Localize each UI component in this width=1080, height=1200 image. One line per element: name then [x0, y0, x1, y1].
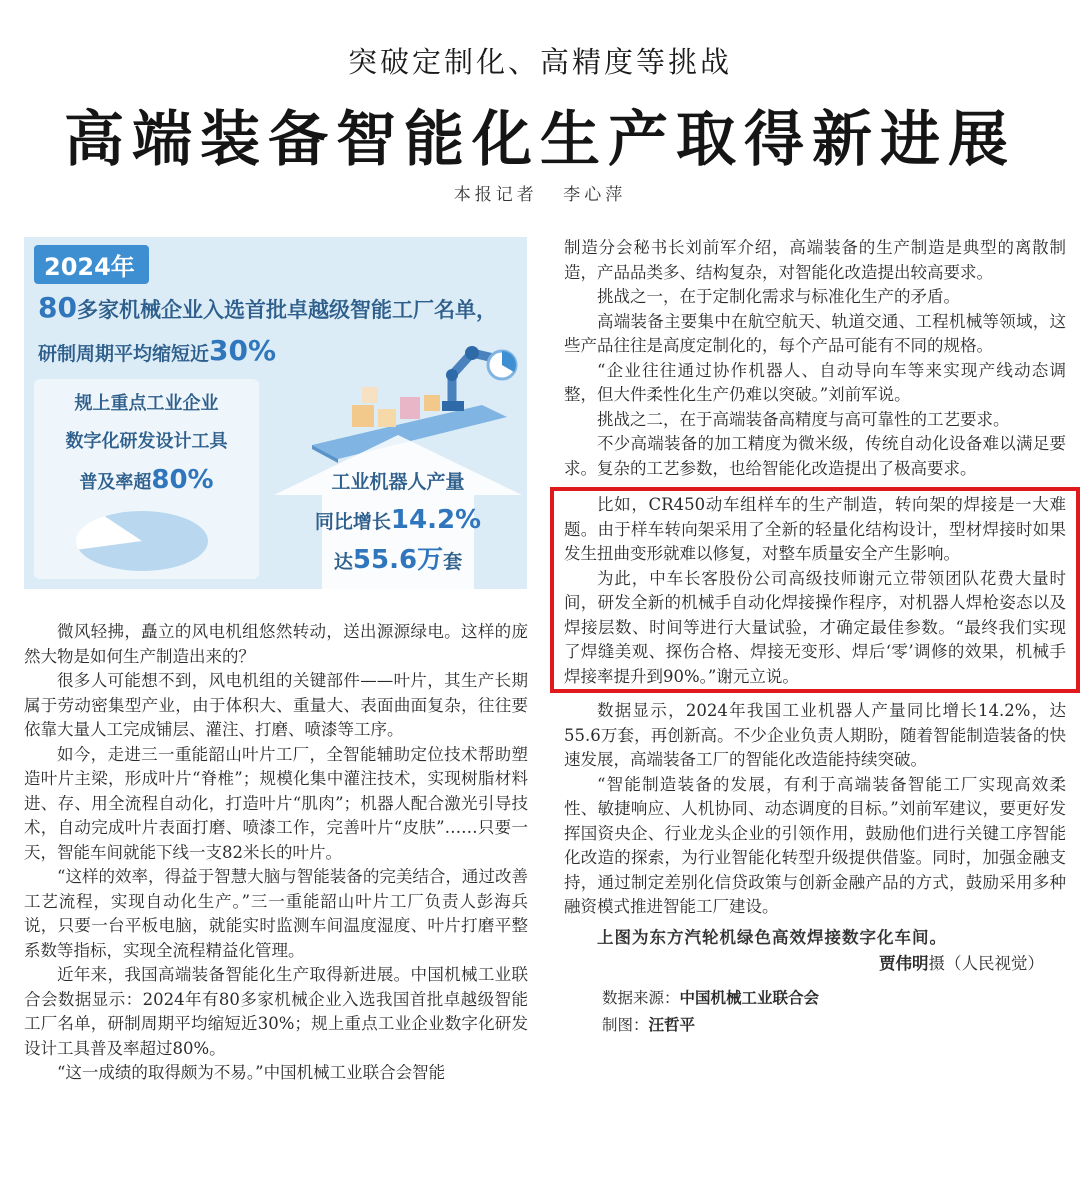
- chart-maker-value: 汪哲平: [648, 1015, 696, 1034]
- data-source-label: 数据来源：: [602, 988, 680, 1007]
- byline-role: 本报记者: [453, 185, 538, 205]
- stat1-line1: 多家机械企业入选首批卓越级智能工厂名单，: [76, 298, 497, 322]
- right-paragraph: 数据显示，2024年我国工业机器人产量同比增长14.2%，达55.6万套，再创新高。不少企业负责人期盼，随着智能制造装备的快速发展，高端装备工厂的智能化改造能持续突破。: [564, 701, 1066, 769]
- info-year-badge: 2024年: [34, 245, 149, 284]
- penetration-pie-chart: [72, 507, 212, 575]
- right-paragraph: 制造分会秘书长刘前军介绍，高端装备的生产制造是典型的离散制造，产品品类多、结构复杂，对智能化改造提出较高要求。: [564, 238, 1066, 282]
- stat1-value: 30%: [209, 334, 277, 367]
- photo-credit-name: 贾伟明: [879, 954, 929, 973]
- byline: [0, 180, 1080, 205]
- kicker: 突破定制化、高精度等挑战: [347, 45, 732, 79]
- article-left-column: [24, 620, 528, 1086]
- stat2-line1: 规上重点工业企业: [74, 393, 219, 414]
- stat3-line1: 工业机器人产量: [331, 471, 465, 493]
- photo-credit: [564, 952, 1066, 977]
- byline-name: 李心萍: [563, 185, 627, 205]
- left-paragraph: 如今，走进三一重能韶山叶片工厂，全智能辅助定位技术帮助塑造叶片主梁，形成叶片“脊椎”；规模化集中灌注技术，实现树脂材料进、存、用全流程自动化，打造叶片“肌肉”；机器人配合激光引导技术，自动完成叶片表面打磨、喷漆工作，完善叶片“皮肤”……只要一天，智能车间就能下线一支82米长的叶片。: [24, 744, 528, 862]
- highlighted-passage: [550, 487, 1080, 693]
- stat3-value: 14.2%: [390, 505, 482, 535]
- right-paragraph: 挑战之二，在于高端装备高精度与高可靠性的工艺要求。: [597, 409, 1010, 429]
- right-paragraph: 挑战之一，在于定制化需求与标准化生产的矛盾。: [597, 287, 960, 306]
- stat1-line2: 研制周期平均缩短近: [38, 343, 210, 365]
- highlighted-paragraph: 为此，中车长客股份公司高级技师谢元立带领团队花费大量时间，研发全新的机械手自动化焊接操作程序，对机器人焊枪姿态以及焊接层数、时间等进行大量试验，才确定最佳参数。“最终我们实现了焊缝美观、探伤合格、焊接无变形、焊后‘零’调修的效果，机械手焊接率提升到90%。”谢元立说。: [564, 568, 1066, 686]
- left-paragraph: “这一成绩的取得颇为不易。”中国机械工业联合会智能: [57, 1063, 446, 1082]
- right-paragraph: “企业往往通过协作机器人、自动导向车等来实现产线动态调整，但大件柔性化生产仍难以突破。”刘前军说。: [564, 360, 1066, 404]
- chart-maker-label: 制图：: [602, 1015, 649, 1034]
- stat2-line2: 数字化研发设计工具: [65, 431, 228, 452]
- data-source-value: 中国机械工业联合会: [679, 988, 820, 1007]
- left-paragraph: 近年来，我国高端装备智能化生产取得新进展。中国机械工业联合会数据显示：2024年有80多家机械企业入选我国首批卓越级智能工厂名单，研制周期平均缩短近30%；规上重点工业企业数字化研发设计工具普及率超过80%。: [24, 965, 528, 1058]
- stat1-prefix: 80: [38, 291, 77, 324]
- stat3-line3-prefix: 达: [333, 551, 353, 573]
- article-right-column: [564, 236, 1066, 1039]
- left-paragraph: “这样的效率，得益于智慧大脑与智能装备的完美结合，通过改善工艺流程，实现自动化生产。”三一重能韶山叶片工厂负责人彭海兵说，只要一台平板电脑，就能实时监测车间温度湿度、叶片打磨平整系数等指标，实现全流程精益化管理。: [24, 867, 528, 960]
- stat3-line3-suffix: 套: [443, 551, 463, 573]
- highlighted-paragraph: 比如，CR450动车组样车的生产制造，转向架的焊接是一大难题。由于样车转向架采用了全新的轻量化结构设计，型材焊接时如果发生扭曲变形就难以修复，对整车质量安全产生影响。: [564, 495, 1066, 563]
- stat-robot-output-box: [279, 445, 517, 581]
- photo-credit-suffix: 摄（人民视觉）: [928, 954, 1044, 973]
- stat2-value: 80%: [151, 465, 214, 495]
- stat3-line2: 同比增长: [314, 511, 391, 533]
- headline: 高端装备智能化生产取得新进展: [64, 105, 1016, 175]
- stat-digital-tools-box: [34, 379, 259, 579]
- left-paragraph: 微风轻拂，矗立的风电机组悠然转动，送出源源绿电。这样的庞然大物是如何生产制造出来的？: [24, 622, 528, 666]
- infographic: [24, 237, 527, 589]
- stat3-line3-value: 55.6万: [352, 545, 444, 575]
- right-paragraph: “智能制造装备的发展，有利于高端装备智能工厂实现高效柔性、敏捷响应、人机协同、动态调度的目标。”刘前军建议，要更好发挥国资央企、行业龙头企业的引领作用，鼓励他们进行关键工序智能化改造的探索，为行业智能化转型升级提供借鉴。同时，加强金融支持，通过制定差别化信贷政策与创新金融产品的方式，鼓励采用多种融资模式推进智能工厂建设。: [564, 774, 1066, 916]
- left-paragraph: 很多人可能想不到，风电机组的关键部件——叶片，其生产长期属于劳动密集型产业，由于体积大、重量大、表面曲面复杂，往往要依靠大量人工完成铺层、灌注、打磨、喷漆等工序。: [24, 671, 528, 739]
- graphic-meta: [564, 985, 1066, 1039]
- stat2-line3: 普及率超: [79, 472, 152, 493]
- right-paragraph: 高端装备主要集中在航空航天、轨道交通、工程机械等领域，这些产品往往是高度定制化的，每个产品可能有不同的规格。: [564, 311, 1066, 355]
- right-paragraph: 不少高端装备的加工精度为微米级，传统自动化设备难以满足要求。复杂的工艺参数，也给智能化改造提出了极高要求。: [564, 434, 1066, 478]
- photo-caption: 上图为东方汽轮机绿色高效焊接数字化车间。: [597, 927, 947, 947]
